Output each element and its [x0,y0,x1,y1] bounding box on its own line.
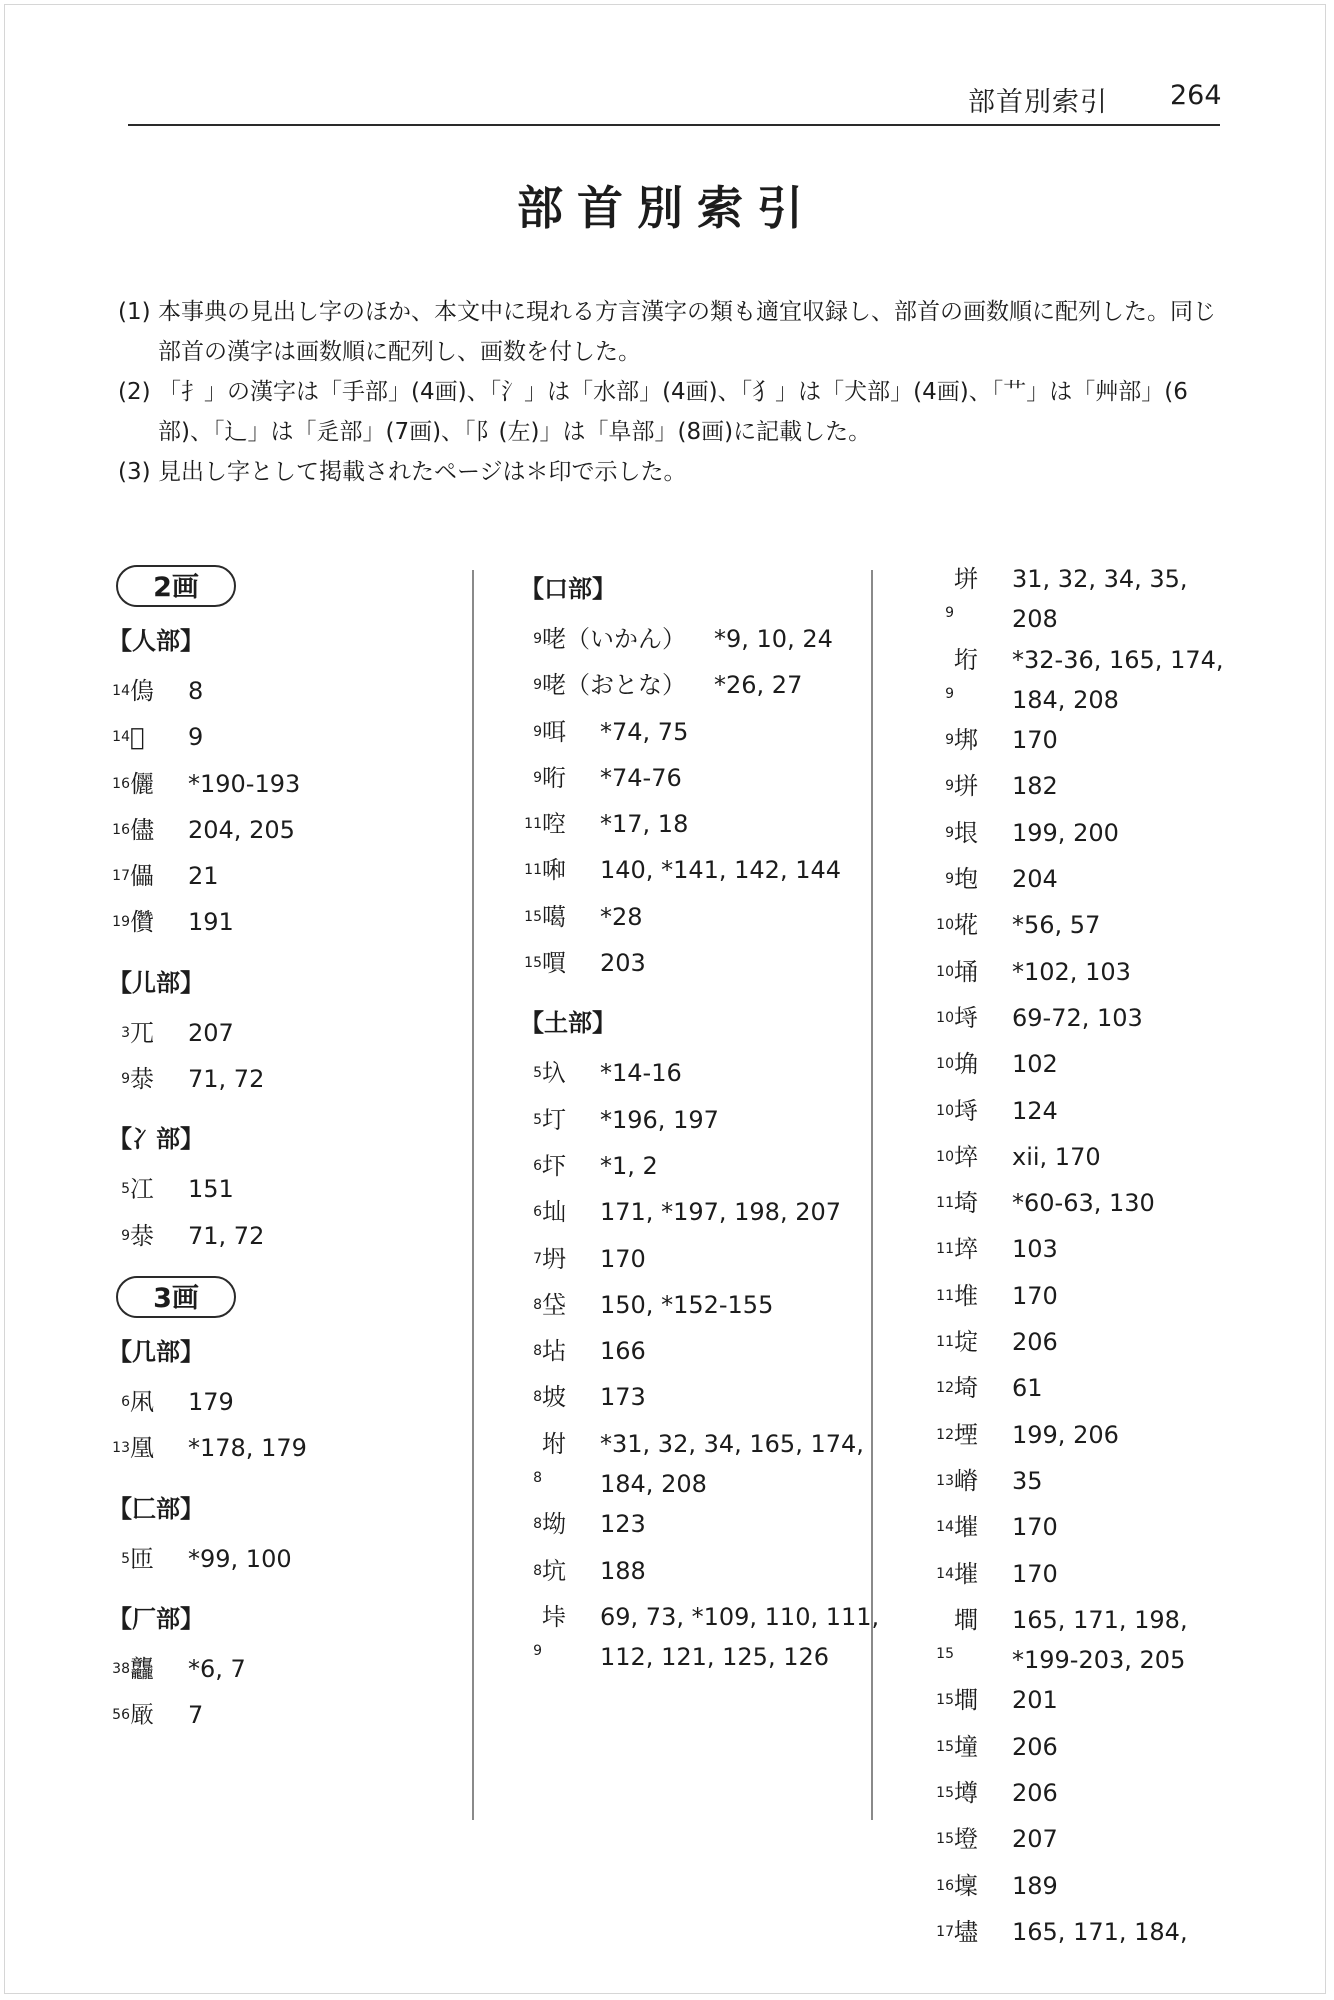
stroke-count: 10 [936,963,954,980]
radical-heading: 【冫部】 [108,1125,204,1154]
index-entry [108,1169,468,1215]
stroke-heading [108,1276,468,1318]
kanji: 冮 [130,1175,154,1204]
index-entry [932,1680,1232,1726]
index-entry [932,813,1232,859]
page-refs: 124 [1012,1096,1058,1125]
kanji: 㳟 [130,1221,154,1250]
stroke-count: 7 [533,1250,542,1267]
index-entry [932,1091,1232,1137]
column-divider [472,570,474,1820]
index-entry [520,665,880,711]
index-entry [108,1013,468,1059]
stroke-count: 14 [112,729,130,746]
stroke-count: 5 [533,1111,542,1128]
stroke-count: 10 [936,1102,954,1119]
page-refs: 199, 206 [1012,1420,1119,1449]
stroke-count: 9 [945,824,954,841]
entry-list [520,619,880,989]
page-refs: *196, 197 [600,1105,719,1134]
running-title: 部首別索引 [968,87,1108,118]
index-entry [520,804,880,850]
stroke-count: 6 [533,1157,542,1174]
stroke-count: 14 [112,683,130,699]
index-entry [108,1059,468,1105]
kanji: 嵴 [954,1466,978,1495]
page-refs: 206 [1012,1779,1058,1808]
index-entry [520,1146,880,1192]
index-entry [932,720,1232,766]
index-entry [520,1597,880,1678]
kanji: 儷 [130,769,154,798]
radical-heading: 【人部】 [108,627,204,655]
kanji: 垪 [954,772,978,801]
page-refs: 71, 72 [188,1221,265,1250]
kanji: 坿 [542,1429,566,1458]
page-refs: *74, 75 [600,717,689,746]
kanji: 埼 [954,1374,978,1403]
stroke-count: 3 [121,1024,130,1041]
index-entry [108,902,468,948]
page-refs: 123 [600,1510,646,1539]
index-column-2 [520,565,880,1688]
index-entry [520,1424,880,1505]
stroke-count: 5 [121,1181,130,1198]
page-refs: *56, 57 [1012,911,1101,940]
index-entry [932,998,1232,1044]
stroke-count: 8 [533,1470,542,1487]
stroke-count: 56 [112,1707,130,1724]
stroke-count: 6 [533,1204,542,1221]
stroke-count: 16 [112,821,130,838]
page-refs: 151 [188,1175,234,1204]
page-refs: *178, 179 [188,1434,307,1463]
kanji: 墱 [954,1825,978,1854]
kanji: 埓 [954,1096,978,1125]
page-refs: 21 [188,862,219,891]
stroke-count: 9 [945,605,954,622]
page-refs: 179 [188,1387,234,1416]
page-refs: *1, 2 [600,1151,658,1180]
entry-list [108,1382,468,1475]
index-entry [108,810,468,856]
kanji: 咡 [542,717,566,746]
page-refs: *9, 10, 24 [714,625,833,653]
index-entry [932,1415,1232,1461]
kanji: 坫 [542,1337,566,1366]
stroke-count: 14 [936,1565,954,1582]
stroke-count: 9 [533,769,542,786]
stroke-count: 9 [945,685,954,702]
radical-heading: 【土部】 [520,1009,616,1038]
page-refs: *190-193 [188,769,301,798]
kanji: 埣 [954,1235,978,1264]
page-refs: 203 [600,949,646,978]
stroke-count: 15 [524,908,542,925]
kanji: 墥 [954,1732,978,1761]
stroke-count: 9 [533,1643,542,1660]
kanji: 垹 [954,726,978,755]
page-refs: 170 [1012,1281,1058,1310]
note-number: (1) [118,299,151,325]
stroke-count: 12 [936,1380,954,1397]
page-refs: 170 [600,1244,646,1273]
stroke-count: 11 [936,1334,954,1351]
index-entry [932,1507,1232,1553]
kanji: 坡 [542,1383,566,1412]
page-refs: *32-36, 165, 174, 184, 208 [1012,645,1224,714]
kanji: 哘 [542,763,566,792]
kanji: 埖 [954,911,978,940]
stroke-count: 9 [533,631,542,647]
page-refs: *60-63, 130 [1012,1189,1155,1218]
stroke-count: 9 [533,723,542,740]
kanji: 儡 [130,862,154,891]
kanji: 啝 [542,856,566,885]
kanji: 埆 [954,1050,978,1079]
index-entry [932,905,1232,951]
stroke-count: 5 [533,1065,542,1082]
kanji: 圢 [542,1105,566,1134]
page-refs: *99, 100 [188,1544,292,1573]
index-entry [932,1773,1232,1819]
stroke-count: 15 [936,1831,954,1848]
header-rule [128,124,1220,126]
index-entry [932,1276,1232,1322]
kanji: 咾（おとな） [542,671,686,700]
stroke-count: 11 [524,816,542,833]
kanji: 墫 [954,1779,978,1808]
index-entry [932,1819,1232,1865]
page-refs: *26, 27 [714,671,803,700]
kanji: 垈 [542,1290,566,1319]
index-entry [932,859,1232,905]
entry-list [108,671,468,949]
page-refs: 69-72, 103 [1012,1003,1143,1032]
page-refs: 206 [1012,1732,1058,1761]
stroke-count: 9 [945,778,954,795]
page-refs: 173 [600,1383,646,1412]
kanji: 咾（いかん） [542,625,686,653]
index-entry [932,640,1232,721]
radical-heading: 【几部】 [108,1337,204,1366]
page-refs: xii, 170 [1012,1142,1101,1171]
page-refs: 199, 200 [1012,818,1119,847]
page-refs: 69, 73, *109, 110, 111, 112, 121, 125, 126 [600,1602,880,1672]
stroke-count: 10 [936,1056,954,1073]
entry-list [108,1649,468,1742]
stroke-count: 13 [936,1472,954,1489]
stroke-count: 10 [936,1009,954,1026]
index-entry [108,1695,468,1741]
stroke-count: 17 [936,1923,954,1940]
stroke-count: 17 [112,868,130,885]
page-refs: 204 [1012,865,1058,894]
stroke-count: 12 [936,1426,954,1443]
index-entry [108,1216,468,1262]
stroke-count: 14 [936,1519,954,1536]
stroke-count: 38 [112,1660,130,1677]
page-refs: 182 [1012,772,1058,801]
page-refs: 207 [188,1018,234,1047]
kanji: 儘 [130,815,154,844]
index-entry [932,1461,1232,1507]
index-entry [520,850,880,896]
page-refs: *28 [600,902,643,931]
stroke-count: 9 [533,677,542,694]
radical-heading: 【儿部】 [108,968,204,997]
kanji: 凩 [130,1387,154,1416]
index-entry [932,1727,1232,1773]
index-entry [108,856,468,902]
page-refs: 170 [1012,1513,1058,1542]
kanji: 啌 [542,810,566,839]
stroke-count: 11 [524,862,542,879]
kanji: 垠 [954,818,978,847]
index-entry [520,1377,880,1423]
kanji: 堆 [954,1281,978,1310]
kanji: 垳 [954,645,978,674]
index-entry [932,766,1232,812]
entry-list [932,559,1232,1958]
stroke-count: 19 [112,914,130,931]
stroke-heading [108,565,468,607]
kanji: 埞 [954,1328,978,1357]
index-entry [520,1285,880,1331]
entry-list [108,1169,468,1262]
page-refs: 171, *197, 198, 207 [600,1198,842,1227]
index-entry [108,1649,468,1695]
stroke-count: 11 [936,1195,954,1212]
page-refs: 206 [1012,1328,1058,1357]
index-entry [932,1600,1232,1681]
entry-list [108,1013,468,1106]
stroke-count: 15 [936,1738,954,1755]
page-refs: 150, *152-155 [600,1290,774,1319]
kanji: 壈 [954,1871,978,1900]
stroke-count: 13 [112,1440,130,1457]
page-refs: 8 [188,677,204,705]
index-entry [108,671,468,717]
page-refs: 166 [600,1337,646,1366]
page-refs: *74-76 [600,763,682,792]
index-entry [932,559,1232,640]
page-refs: 140, *141, 142, 144 [600,856,842,885]
index-entry [932,1183,1232,1229]
kanji: 垉 [954,865,978,894]
note-number: (2) [118,379,151,405]
note-text: 本事典の見出し字のほか、本文中に現れる方言漢字の類も適宜収録し、部首の画数順に配列した。同じ部首の漢字は画数順に配列し、画数を付した。 [158,299,1216,365]
kanji: 㳟 [130,1065,154,1094]
index-entry [932,1912,1232,1958]
stroke-count: 15 [936,1692,954,1709]
page-refs: 165, 171, 184, [1012,1917,1188,1946]
kanji: 龘 [130,1654,154,1683]
kanji: 埓 [954,1003,978,1032]
entry-list [108,1539,468,1585]
page-refs: 170 [1012,1559,1058,1588]
index-entry [520,1100,880,1146]
page-refs: 204, 205 [188,815,295,844]
note-2 [118,372,1228,452]
index-entry [520,1053,880,1099]
index-entry [932,1866,1232,1912]
index-entry [520,943,880,989]
index-entry [932,1044,1232,1090]
page-refs: 61 [1012,1374,1043,1403]
kanji: 埣 [954,1142,978,1171]
kanji: 坍 [542,1244,566,1273]
index-entry [520,712,880,758]
kanji: 𠪚 [130,1701,154,1730]
index-entry [108,717,468,763]
stroke-count: 9 [945,871,954,888]
kanji: 埇 [954,957,978,986]
stroke-count: 11 [936,1241,954,1258]
stroke-count-badge: 2画 [116,565,236,607]
page-refs: *31, 32, 34, 165, 174, 184, 208 [600,1429,864,1499]
page-refs: *6, 7 [188,1654,246,1683]
page-refs: 207 [1012,1825,1058,1854]
kanji: 匝 [130,1544,154,1573]
note-3 [118,452,1228,492]
index-entry [932,1554,1232,1600]
page-refs: *17, 18 [600,810,689,839]
stroke-count: 9 [121,1071,130,1088]
stroke-count: 15 [936,1646,954,1663]
kanji: 墹 [954,1686,978,1715]
kanji: 坳 [542,1510,566,1539]
kanji: 兀 [130,1018,154,1047]
page-number: 264 [1170,80,1222,111]
index-entry [520,1504,880,1550]
index-entry [932,1229,1232,1275]
index-entry [520,758,880,804]
index-entry [108,764,468,810]
page-refs: 35 [1012,1466,1043,1495]
radical-heading: 【口部】 [520,575,616,603]
index-column-3 [932,565,1232,1968]
kanji: 墔 [954,1559,978,1588]
index-entry [932,1137,1232,1183]
index-entry [520,1239,880,1285]
page-refs: 165, 171, 198, *199-203, 205 [1012,1605,1188,1675]
stroke-count: 5 [121,1550,130,1567]
page-title: 部首別索引 [517,181,817,235]
index-entry [932,1368,1232,1414]
index-entry [520,897,880,943]
index-entry [932,1322,1232,1368]
note-text: 「扌」の漢字は「手部」(4画)、「氵」は「水部」(4画)、「犭」は「犬部」(4画)、「艹」は「艸部」(6部)、「辶」は「辵部」(7画)、「阝(左)」は「阜部」(8画)に記載した。 [158,379,1188,445]
stroke-count-badge: 3画 [116,1276,236,1318]
kanji: 圷 [542,1151,566,1180]
stroke-count: 8 [533,1516,542,1533]
page-refs: 102 [1012,1050,1058,1079]
index-entry [108,1382,468,1428]
stroke-count: 8 [533,1296,542,1313]
page-refs: 7 [188,1701,204,1730]
page-refs: *14-16 [600,1059,682,1088]
stroke-count: 16 [936,1877,954,1894]
kanji: 凰 [130,1434,154,1463]
stroke-count: 16 [112,775,130,792]
page-refs: 191 [188,908,234,937]
note-1 [118,292,1228,372]
entry-list [520,1053,880,1677]
kanji: 垰 [542,1602,566,1631]
index-entry [108,1539,468,1585]
page-refs: 9 [188,723,204,752]
page-refs: 189 [1012,1871,1058,1900]
stroke-count: 11 [936,1287,954,1304]
stroke-count: 8 [533,1343,542,1360]
note-text: 見出し字として掲載されたページは＊印で示した。 [158,459,687,485]
stroke-count: 8 [533,1562,542,1579]
kanji: 壗 [954,1917,978,1946]
stroke-count: 15 [524,955,542,972]
index-entry [108,1428,468,1474]
kanji: 圦 [542,1059,566,1088]
page-refs: 188 [600,1556,646,1585]
kanji: 儹 [130,908,154,937]
kanji: 坑 [542,1556,566,1585]
kanji: 圸 [542,1198,566,1227]
kanji: 埼 [954,1189,978,1218]
index-entry [932,952,1232,998]
page-refs: 201 [1012,1686,1058,1715]
kanji: 垪 [954,565,978,593]
stroke-count: 10 [936,917,954,934]
kanji: 𠌦 [130,723,145,752]
index-entry [520,619,880,665]
notes [118,292,1228,492]
kanji: 噶 [542,902,566,931]
index-entry [520,1331,880,1377]
page-refs: *102, 103 [1012,957,1131,986]
page-refs: 103 [1012,1235,1058,1264]
index-entry [520,1192,880,1238]
page-refs: 31, 32, 34, 35, 208 [1012,565,1188,634]
stroke-count: 6 [121,1393,130,1410]
page-refs: 71, 72 [188,1065,265,1094]
stroke-count: 10 [936,1148,954,1165]
stroke-count: 15 [936,1785,954,1802]
kanji: 墹 [954,1605,978,1634]
kanji: 嘪 [542,949,566,978]
kanji: 𠌥 [130,677,154,705]
page-refs: 170 [1012,726,1058,755]
index-entry [520,1551,880,1597]
radical-heading: 【匚部】 [108,1494,204,1523]
index-column-1 [108,565,468,1751]
note-number: (3) [118,459,151,485]
radical-heading: 【厂部】 [108,1604,204,1633]
kanji: 墔 [954,1513,978,1542]
stroke-count: 8 [533,1389,542,1406]
kanji: 堙 [954,1420,978,1449]
stroke-count: 9 [945,732,954,749]
stroke-count: 9 [121,1227,130,1244]
